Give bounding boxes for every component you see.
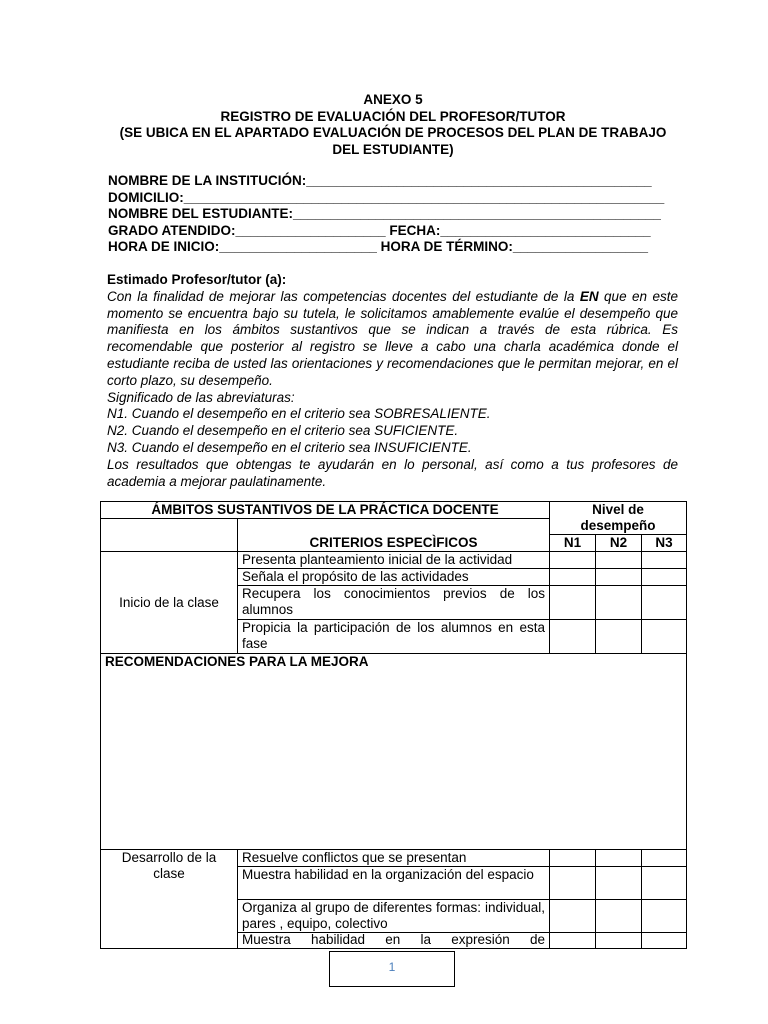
- heading-subtitle: (SE UBICA EN EL APARTADO EVALUACIÓN DE PROCESOS DEL PLAN DE TRABAJO: [119, 125, 667, 140]
- recommendations-row: [101, 654, 687, 850]
- header-ambitos: ÁMBITOS SUSTANTIVOS DE LA PRÁCTICA DOCENTE: [101, 502, 550, 519]
- score-n2[interactable]: [596, 850, 642, 867]
- criterion: Muestra habilidad en la expresión de: [238, 933, 550, 949]
- field-institution[interactable]: NOMBRE DE LA INSTITUCIÓN:______________________________________________: [108, 173, 652, 188]
- score-n2[interactable]: [596, 586, 642, 620]
- ambito-inicio: Inicio de la clase: [101, 552, 238, 654]
- header-blank: [101, 519, 238, 552]
- abbrev-n2: N2. Cuando el desempeño en el criterio sea SUFICIENTE.: [107, 423, 459, 439]
- instructions: [107, 272, 678, 490]
- score-n1[interactable]: [550, 850, 596, 867]
- recommendations-box[interactable]: RECOMENDACIONES PARA LA MEJORA: [101, 654, 687, 850]
- criterion: Organiza al grupo de diferentes formas: individual, pares , equipo, colectivo: [238, 900, 550, 933]
- heading-title: REGISTRO DE EVALUACIÓN DEL PROFESOR/TUTOR: [220, 108, 566, 124]
- rubric-table: [100, 501, 687, 949]
- abbrev-n3: N3. Cuando el desempeño en el criterio sea INSUFICIENTE.: [107, 439, 472, 455]
- score-n2[interactable]: [596, 900, 642, 933]
- closing-paragraph: Los resultados que obtengas te ayudarán en lo personal, así como a tus profesores de academia a mejorar paulatinamente.: [107, 456, 678, 489]
- score-n2[interactable]: [596, 620, 642, 654]
- score-n3[interactable]: [642, 850, 687, 867]
- table-header-row: [101, 502, 687, 519]
- ambito-desarrollo: Desarrollo de la clase: [101, 850, 238, 949]
- score-n3[interactable]: [642, 933, 687, 949]
- criterion: Señala el propósito de las actividades: [238, 569, 550, 586]
- heading-subtitle-cont: DEL ESTUDIANTE): [332, 141, 454, 157]
- en-emphasis: EN: [579, 288, 599, 304]
- score-n3[interactable]: [642, 867, 687, 900]
- field-grade-date[interactable]: GRADO ATENDIDO:____________________ FECHA:____________________________: [108, 222, 651, 238]
- score-n1[interactable]: [550, 900, 596, 933]
- form-fields: [108, 173, 688, 256]
- page-number: 1: [329, 951, 455, 987]
- score-n3[interactable]: [642, 900, 687, 933]
- criterion: Recupera los conocimientos previos de los alumnos: [238, 586, 550, 620]
- score-n1[interactable]: [550, 586, 596, 620]
- header-n1: N1: [550, 535, 596, 552]
- score-n3[interactable]: [642, 620, 687, 654]
- score-n1[interactable]: [550, 552, 596, 569]
- table-row: [101, 552, 687, 569]
- score-n3[interactable]: [642, 586, 687, 620]
- header-n3: N3: [642, 535, 687, 552]
- criterion: Resuelve conflictos que se presentan: [238, 850, 550, 867]
- header-nivel: Nivel de desempeño: [550, 502, 687, 535]
- heading-annex: ANEXO 5: [363, 92, 423, 107]
- score-n1[interactable]: [550, 620, 596, 654]
- field-student-name[interactable]: NOMBRE DEL ESTUDIANTE:_________________________________________________: [108, 206, 661, 221]
- score-n1[interactable]: [550, 933, 596, 949]
- score-n2[interactable]: [596, 867, 642, 900]
- table-row: [101, 850, 687, 867]
- criterion: Presenta planteamiento inicial de la actividad: [238, 552, 550, 569]
- criterion: Muestra habilidad en la organización del espacio: [238, 867, 550, 900]
- score-n2[interactable]: [596, 569, 642, 586]
- abbrev-n1: N1. Cuando el desempeño en el criterio sea SOBRESALIENTE.: [107, 406, 491, 422]
- criterion: Propicia la participación de los alumnos en esta fase: [238, 620, 550, 654]
- score-n3[interactable]: [642, 552, 687, 569]
- greeting: Estimado Profesor/tutor (a):: [107, 272, 287, 287]
- intro-paragraph: Con la finalidad de mejorar las competencias docentes del estudiante de la EN que en este momento se encuentra bajo su tutela, le solicitamos amablemente evalúe el desempeño que manifiesta en los ámbitos sustantivos que se indican a través de esta rúbrica. Es recomendable que posterior al registro se lleve a cabo una charla académica donde el estudiante reciba de usted las orientaciones y recomendaciones que le permitan mejorar, en el corto plazo, su desempeño.: [107, 288, 678, 388]
- abbrev-title: Significado de las abreviaturas:: [107, 389, 295, 405]
- header-criterios: CRITERIOS ESPECÌFICOS: [238, 519, 550, 552]
- score-n1[interactable]: [550, 569, 596, 586]
- header-n2: N2: [596, 535, 642, 552]
- score-n3[interactable]: [642, 569, 687, 586]
- field-start-end-time[interactable]: HORA DE INICIO:_____________________ HORA DE TÉRMINO:__________________: [108, 239, 649, 254]
- score-n2[interactable]: [596, 552, 642, 569]
- score-n2[interactable]: [596, 933, 642, 949]
- field-address[interactable]: DOMICILIO:________________________________________________________________: [108, 189, 665, 205]
- document-heading: [100, 92, 686, 158]
- score-n1[interactable]: [550, 867, 596, 900]
